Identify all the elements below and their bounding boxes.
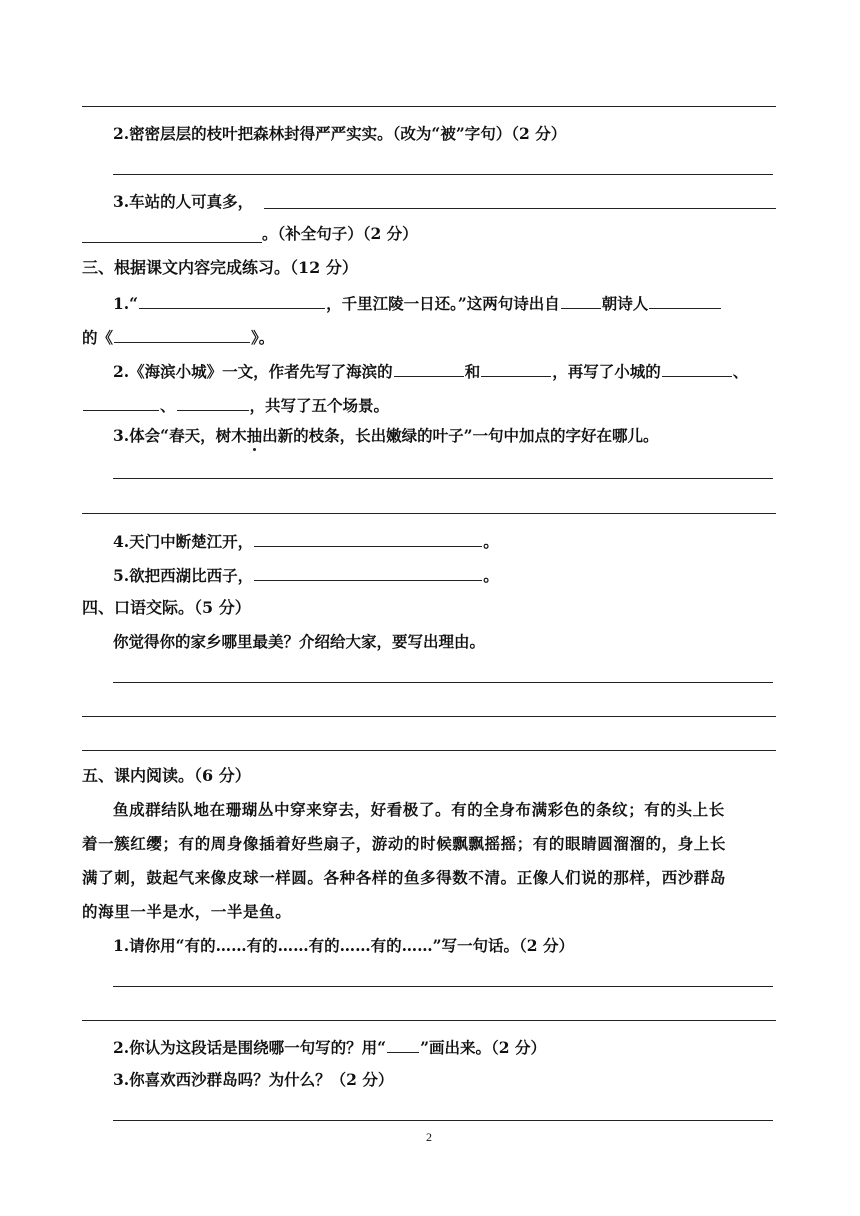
question-5-1: 1.请你用“有的……有的……有的……有的……”写一句话。（2 分） [113, 936, 574, 955]
passage-line: 的海里一半是水，一半是鱼。 [82, 902, 292, 921]
fill-blank [649, 292, 721, 309]
passage-line: 满了刺，鼓起气来像皮球一样圆。各种各样的鱼多得数不清。正像人们说的那样，西沙群岛 [82, 868, 727, 887]
section-4-prompt: 你觉得你的家乡哪里最美？介绍给大家，要写出理由。 [113, 632, 486, 651]
fill-blank [254, 530, 482, 547]
answer-line [113, 1120, 773, 1121]
q5-2-text-a: 2.你认为这段话是围绕哪一句写的？用“ [113, 1038, 387, 1057]
answer-line [113, 174, 773, 175]
fill-blank [394, 360, 464, 377]
answer-line [82, 750, 776, 751]
dotted-character: 抽 [246, 426, 263, 445]
fill-blank [114, 326, 250, 343]
q2-text-a: 2.《海滨小城》一文，作者先写了海滨的 [113, 362, 393, 381]
answer-line [113, 986, 773, 987]
question-2-2: 2.密密层层的枝叶把森林封得严严实实。（改为“被”字句）（2 分） [113, 124, 567, 143]
passage-line: 着一簇红缨；有的周身像插着好些扇子，游动的时候飘飘摇摇；有的眼睛圆溜溜的，身上长 [82, 834, 727, 853]
q3-text-b: 出新的枝条，长出嫩绿的叶子”一句中加点的字好在哪儿。 [262, 426, 659, 445]
q2-text-d: 、 [732, 362, 749, 381]
answer-line [82, 106, 776, 107]
question-3-4 [113, 530, 499, 552]
page-number: 2 [426, 1130, 432, 1144]
q3-text-a: 3.体会“春天，树木 [113, 426, 247, 445]
q5-end: 。 [483, 566, 499, 585]
q4-end: 。 [483, 532, 499, 551]
answer-line [113, 478, 773, 479]
question-5-3: 3.你喜欢西沙群岛吗？为什么？（2 分） [113, 1070, 394, 1089]
question-2-3-end: 。（补全句子）（2 分） [262, 224, 418, 243]
question-3-1-line1 [113, 292, 722, 314]
answer-line [113, 682, 773, 683]
q1-poet: 朝诗人 [601, 294, 649, 313]
question-3-2-line2 [82, 394, 389, 416]
answer-line [82, 242, 262, 243]
fill-blank [139, 292, 325, 309]
q2-text-b: 和 [464, 362, 481, 381]
section-4-heading: 四、口语交际。（5 分） [82, 598, 251, 617]
question-5-2 [113, 1036, 546, 1058]
answer-line [82, 513, 776, 514]
q2-text-c: ，再写了小城的 [552, 362, 661, 381]
q5-text: 5.欲把西湖比西子， [113, 566, 254, 585]
question-3-3 [113, 426, 659, 446]
fill-blank [481, 360, 551, 377]
q1-title-open: 的《 [82, 328, 114, 347]
q1-mid: ，千里江陵一日还。”这两句诗出自 [326, 294, 560, 313]
q2-text-e: 、 [160, 396, 176, 415]
answer-line [82, 716, 776, 717]
fill-blank [254, 564, 482, 581]
section-5-heading: 五、课内阅读。（6 分） [82, 766, 251, 785]
passage-line: 鱼成群结队地在珊瑚丛中穿来穿去，好看极了。有的全身布满彩色的条纹；有的头上长 [113, 800, 725, 819]
q5-2-text-b: ”画出来。（2 分） [420, 1038, 546, 1057]
section-3-heading: 三、根据课文内容完成练习。（12 分） [82, 258, 358, 277]
fill-blank [83, 394, 159, 411]
question-2-3-start: 3.车站的人可真多， [113, 192, 254, 211]
fill-blank [177, 394, 249, 411]
fill-blank [561, 292, 601, 309]
q2-text-f: ，共写了五个场景。 [249, 396, 390, 415]
q4-text: 4.天门中断楚江开， [113, 532, 254, 551]
answer-line [264, 208, 776, 209]
question-3-2-line1 [113, 360, 748, 382]
fill-blank [387, 1036, 419, 1053]
question-3-5 [113, 564, 499, 586]
q1-title-close: 》。 [251, 328, 275, 347]
answer-line [82, 1020, 776, 1021]
question-3-1-line2 [82, 326, 274, 348]
fill-blank [662, 360, 732, 377]
q1-open: 1.“ [113, 294, 139, 313]
